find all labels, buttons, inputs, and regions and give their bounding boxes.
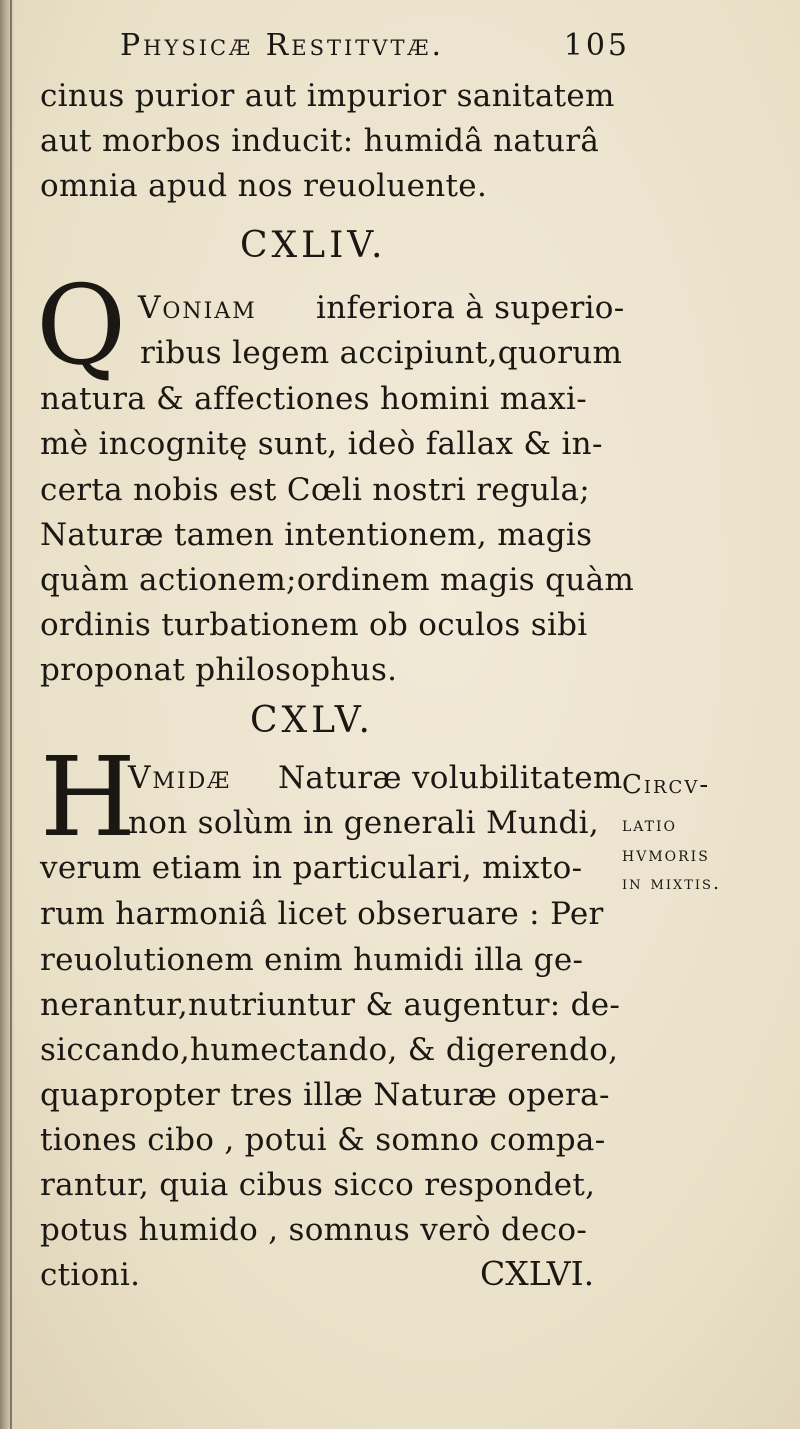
- section-heading: CXLIV.: [240, 225, 387, 266]
- margin-note-line: in mixtis.: [622, 872, 722, 894]
- text-line: nerantur,nutriuntur & augentur: de-: [40, 987, 621, 1023]
- text-line: quapropter tres illæ Naturæ opera-: [40, 1077, 610, 1113]
- text-line: ctioni.: [40, 1257, 141, 1293]
- book-gutter: [0, 0, 14, 1429]
- text-line: reuolutionem enim humidi illa ge-: [40, 942, 584, 978]
- text-line: proponat philosophus.: [40, 652, 398, 688]
- drop-capital: Q: [36, 261, 127, 389]
- page-number: 105: [563, 28, 630, 63]
- text-line: Naturæ volubilitatem: [278, 760, 623, 796]
- text-line: aut morbos inducit: humidâ naturâ: [40, 123, 600, 159]
- text-line: certa nobis est Cœli nostri regula;: [40, 472, 590, 508]
- margin-note-line: Circv-: [622, 770, 711, 800]
- text-line: ordinis turbationem ob oculos sibi: [40, 607, 588, 643]
- margin-note-line: hvmoris: [622, 842, 710, 866]
- margin-note-line: latio: [622, 812, 677, 836]
- text-line: Naturæ tamen intentionem, magis: [40, 517, 593, 553]
- running-head: [120, 28, 630, 63]
- first-word: Voniam: [138, 290, 257, 326]
- text-line: non solùm in generali Mundi,: [128, 805, 600, 841]
- text-line: quàm actionem;ordinem magis quàm: [40, 562, 635, 598]
- text-line: mè incognitę sunt, ideò fallax & in-: [40, 426, 603, 462]
- text-line: rantur, quia cibus sicco respondet,: [40, 1167, 596, 1203]
- text-line: siccando,humectando, & digerendo,: [40, 1032, 619, 1068]
- text-line: omnia apud nos reuoluente.: [40, 168, 488, 204]
- section-heading: CXLV.: [250, 700, 374, 741]
- text-line: rum harmoniâ licet obseruare : Per: [40, 896, 604, 932]
- catchword: CXLVI.: [480, 1254, 595, 1293]
- text-line: natura & affectiones homini maxi-: [40, 381, 588, 417]
- text-line: ribus legem accipiunt,quorum: [140, 335, 623, 371]
- text-line: cinus purior aut impurior sanitatem: [40, 78, 615, 114]
- text-line: tiones cibo , potui & somno compa-: [40, 1122, 606, 1158]
- text-line: potus humido , somnus verò deco-: [40, 1212, 588, 1248]
- running-title: Physicæ Restitvtæ.: [120, 28, 445, 63]
- first-word: Vmidæ: [128, 760, 232, 796]
- text-line: verum etiam in particulari, mixto-: [40, 850, 583, 886]
- drop-capital: H: [40, 733, 136, 861]
- text-line: inferiora à superio-: [316, 290, 625, 326]
